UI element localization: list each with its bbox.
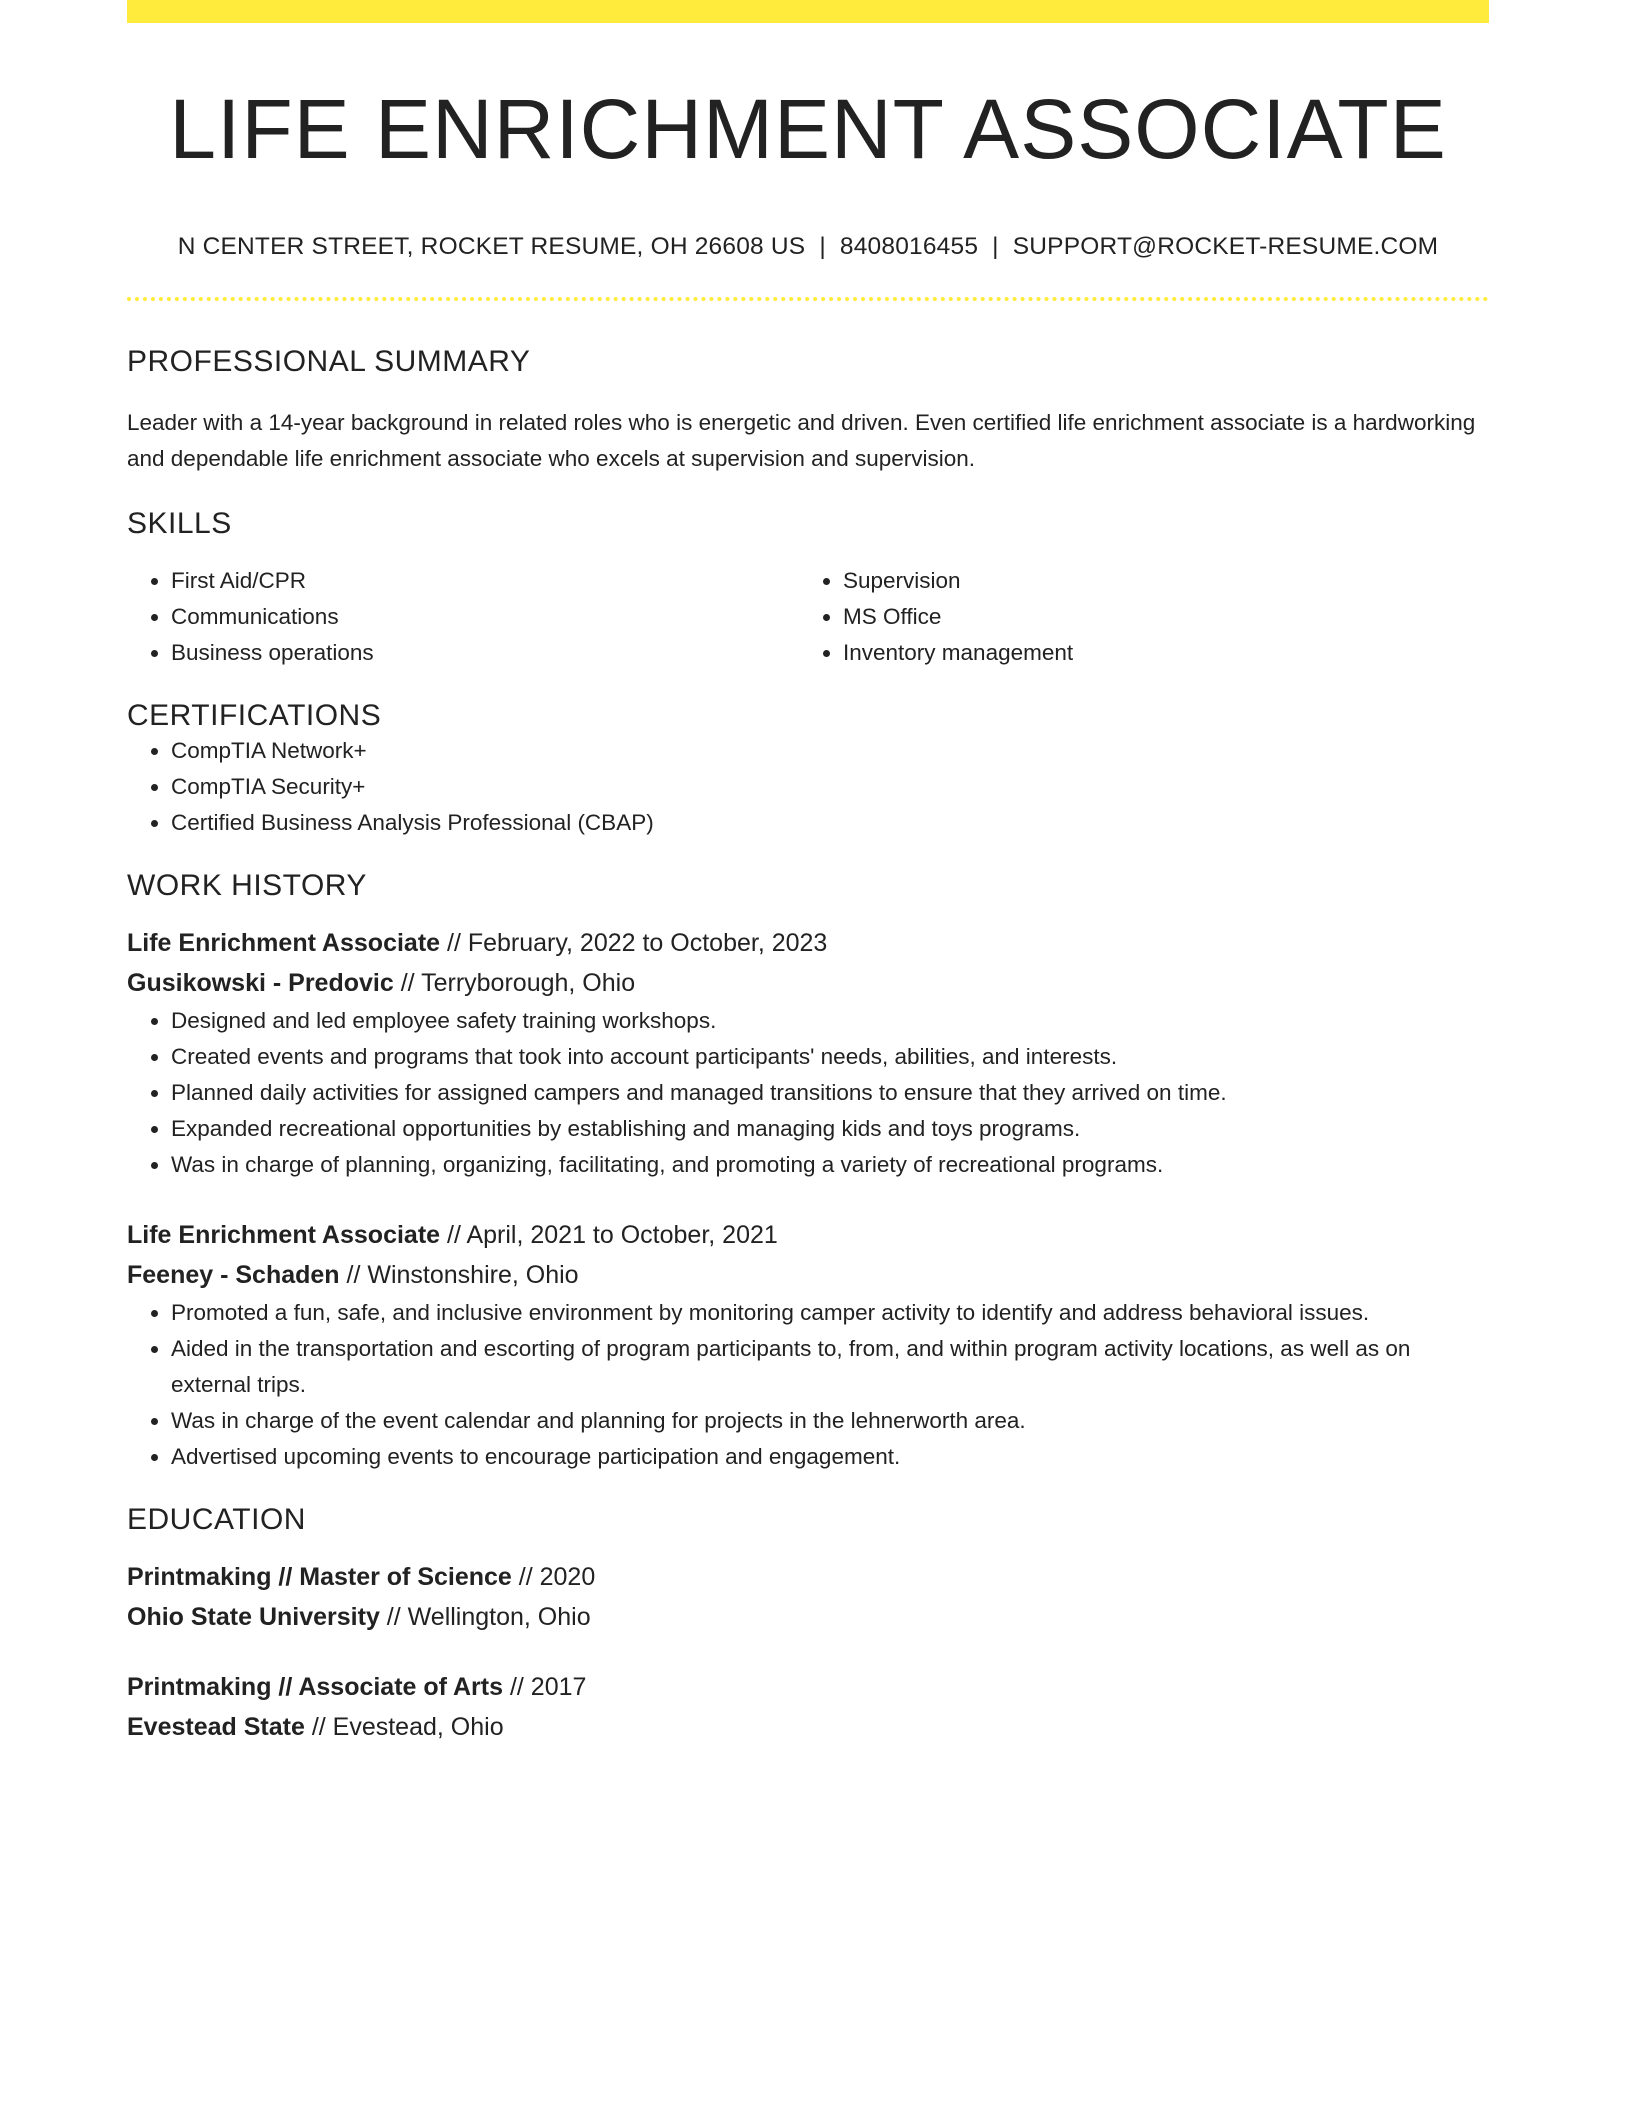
education-school-line: [127, 1597, 1489, 1637]
skills-heading: SKILLS: [127, 507, 232, 541]
phone: 8408016455: [839, 233, 979, 261]
contact-line: [127, 233, 1489, 261]
education-entry: [127, 1557, 1489, 1637]
job-bullet: • Aided in the transportation and escorting of program participants to, from, and within program activity locations, as well as on external trips.: [171, 1331, 1489, 1403]
job-bullet: • Was in charge of the event calendar and planning for projects in the lehnerworth area.: [171, 1403, 1489, 1439]
certifications-heading: CERTIFICATIONS: [127, 699, 382, 733]
dotted-divider: [127, 297, 1489, 301]
separator: |: [819, 233, 826, 261]
job-title-line: [127, 923, 1489, 963]
resume-page: [127, 0, 1489, 1747]
job-role: Life Enrichment Associate: [127, 929, 441, 958]
skills-column-left: [127, 563, 799, 671]
job-employer: Feeney - Schaden: [127, 1261, 340, 1290]
education-school: Evestead State: [127, 1713, 305, 1742]
education-heading: EDUCATION: [127, 1503, 306, 1537]
education-location: // Evestead, Ohio: [304, 1713, 504, 1742]
job-entry: [127, 1215, 1489, 1475]
job-employer-line: [127, 963, 1489, 1003]
certification-item: • Certified Business Analysis Professional (CBAP): [171, 805, 1489, 841]
job-bullet: • Planned daily activities for assigned campers and managed transitions to ensure that they arrived on time.: [171, 1075, 1489, 1111]
education-entry: [127, 1667, 1489, 1747]
skill-item: • Business operations: [171, 635, 799, 671]
job-dates: // April, 2021 to October, 2021: [440, 1221, 778, 1250]
job-bullet: • Advertised upcoming events to encourage participation and engagement.: [171, 1439, 1489, 1475]
skill-item: • MS Office: [843, 599, 1471, 635]
job-bullet: • Expanded recreational opportunities by establishing and managing kids and toys programs.: [171, 1111, 1489, 1147]
job-location: // Terryborough, Ohio: [393, 969, 636, 998]
skill-item: • Inventory management: [843, 635, 1471, 671]
education-school-line: [127, 1707, 1489, 1747]
top-accent-bar: [127, 0, 1489, 23]
email: SUPPORT@ROCKET-RESUME.COM: [1012, 233, 1439, 261]
summary-heading: PROFESSIONAL SUMMARY: [127, 345, 531, 379]
job-bullets: [127, 1295, 1489, 1475]
certification-item: • CompTIA Network+: [171, 733, 1489, 769]
summary-text: Leader with a 14-year background in related roles who is energetic and driven. Even certified life enrichment associate is a hardworking and dependable life enrichment associate who excels at supervision and supervision.: [127, 410, 1476, 472]
job-entry: [127, 923, 1489, 1183]
skills-grid: [127, 563, 1489, 671]
address: N CENTER STREET, ROCKET RESUME, OH 26608 US: [177, 233, 806, 261]
job-employer-line: [127, 1255, 1489, 1295]
job-dates: // February, 2022 to October, 2023: [440, 929, 828, 958]
certification-item: • CompTIA Security+: [171, 769, 1489, 805]
certifications-list: [127, 733, 1489, 841]
education-year: // 2020: [511, 1563, 596, 1592]
education-degree-line: [127, 1557, 1489, 1597]
education-degree: Printmaking // Master of Science: [127, 1563, 512, 1592]
job-bullet: • Designed and led employee safety training workshops.: [171, 1003, 1489, 1039]
skill-item: • Supervision: [843, 563, 1471, 599]
job-bullets: [127, 1003, 1489, 1183]
skill-item: • First Aid/CPR: [171, 563, 799, 599]
education-degree: Printmaking // Associate of Arts: [127, 1673, 504, 1702]
job-role: Life Enrichment Associate: [127, 1221, 441, 1250]
education-degree-line: [127, 1667, 1489, 1707]
job-bullet: • Created events and programs that took into account participants' needs, abilities, and interests.: [171, 1039, 1489, 1075]
job-title-line: [127, 1215, 1489, 1255]
education-year: // 2017: [503, 1673, 587, 1702]
skills-column-right: [799, 563, 1471, 671]
job-employer: Gusikowski - Predovic: [127, 969, 394, 998]
job-bullet: • Promoted a fun, safe, and inclusive environment by monitoring camper activity to identify and address behavioral issues.: [171, 1295, 1489, 1331]
skill-item: • Communications: [171, 599, 799, 635]
education-location: // Wellington, Ohio: [379, 1603, 591, 1632]
job-bullet: • Was in charge of planning, organizing, facilitating, and promoting a variety of recreational programs.: [171, 1147, 1489, 1183]
resume-title: LIFE ENRICHMENT ASSOCIATE: [169, 82, 1447, 176]
separator: |: [992, 233, 999, 261]
job-location: // Winstonshire, Ohio: [339, 1261, 579, 1290]
work-history-heading: WORK HISTORY: [127, 869, 367, 903]
education-school: Ohio State University: [127, 1603, 380, 1632]
